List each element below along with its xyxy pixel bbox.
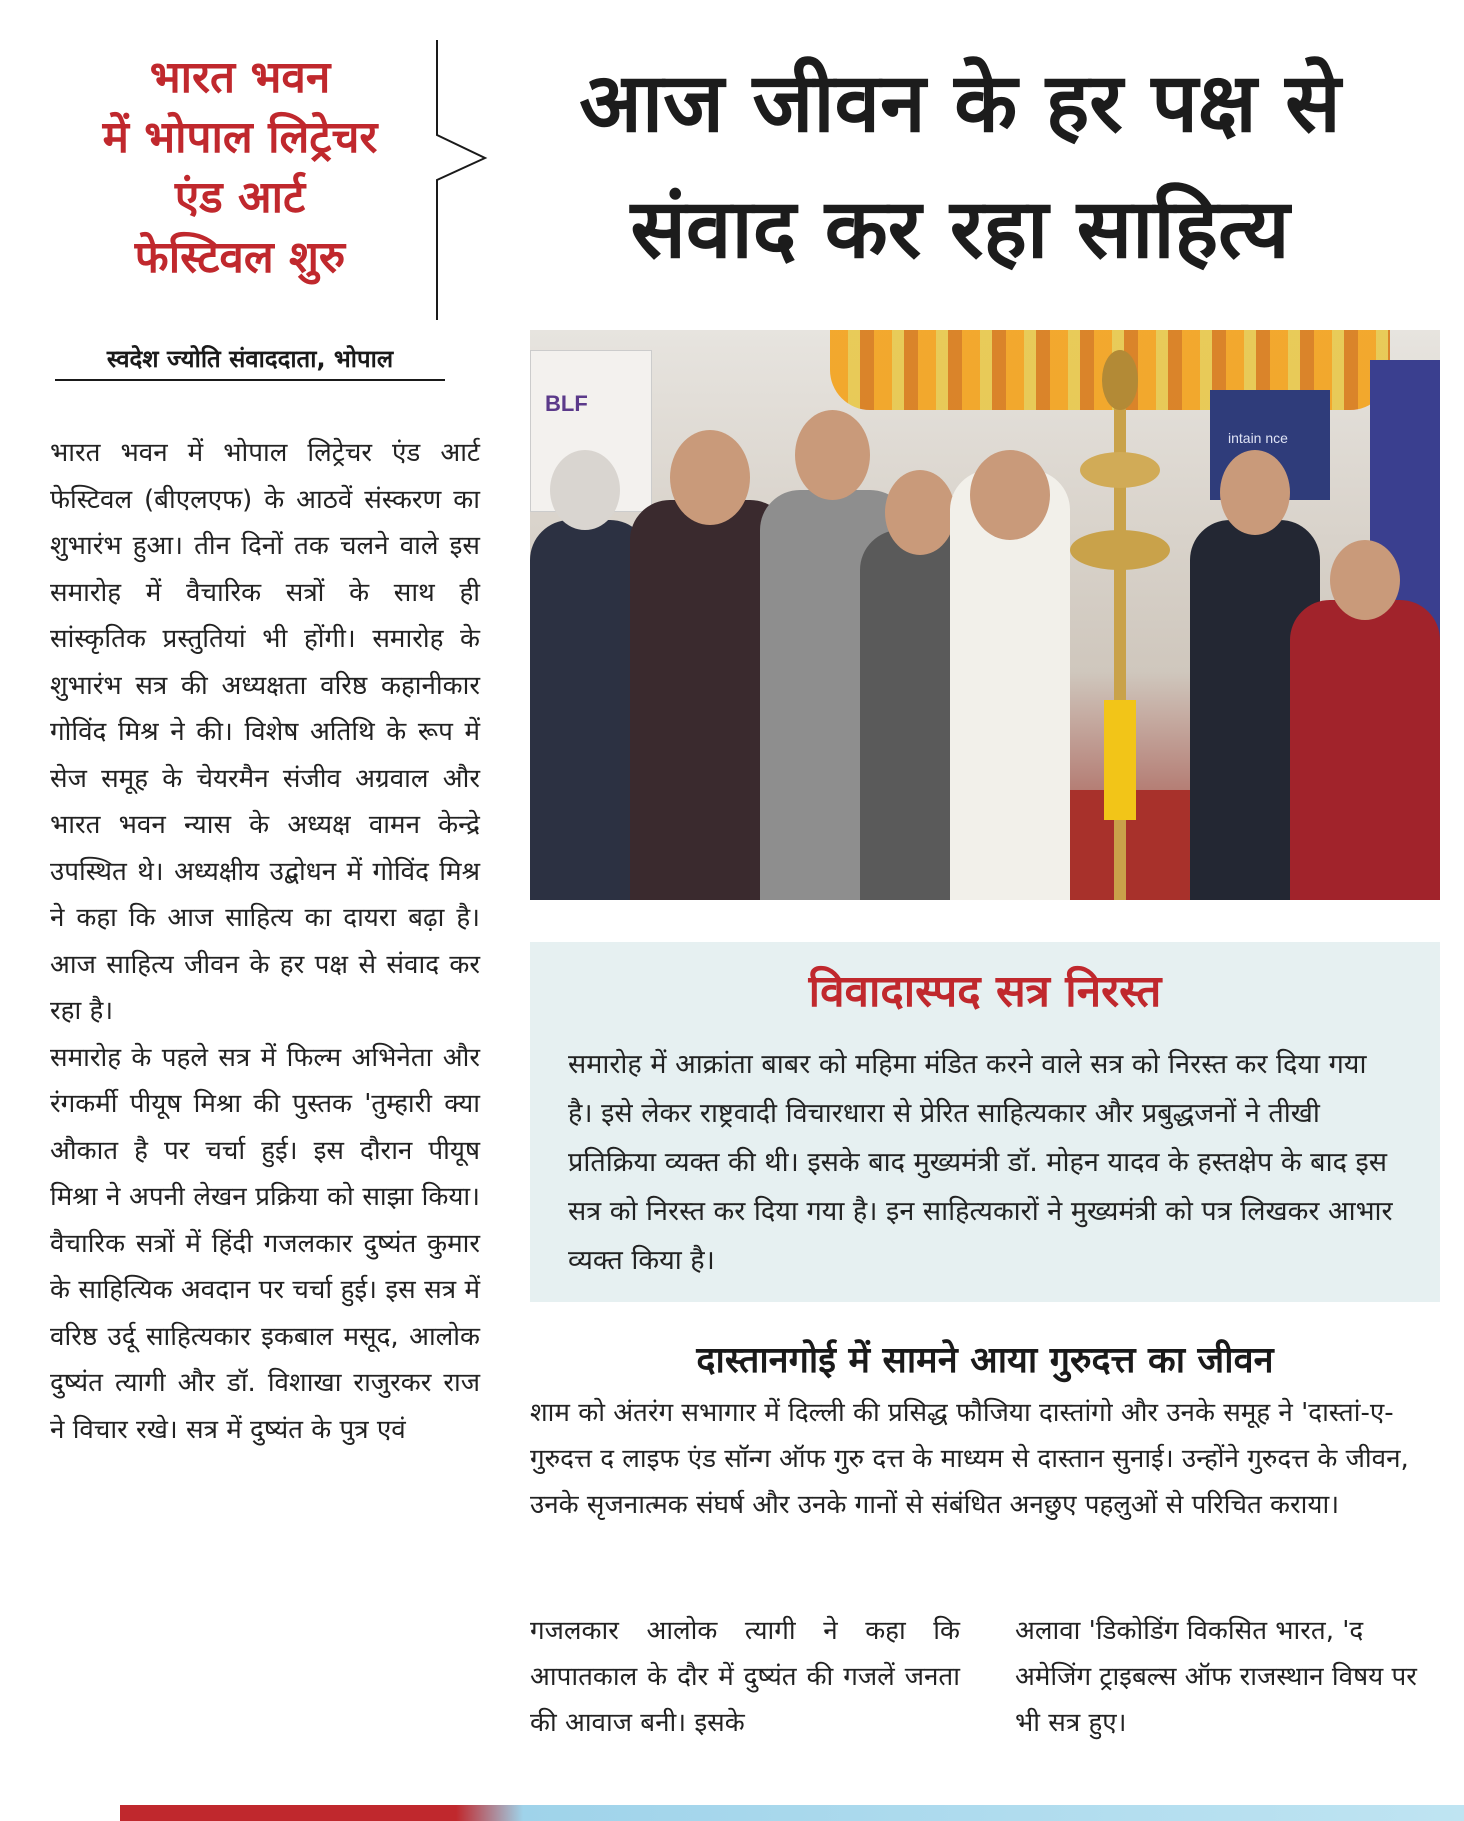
kicker-headline: [40, 48, 440, 288]
main-story-paragraph-2: समारोह के पहले सत्र में फिल्म अभिनेता और रंगकर्मी पीयूष मिश्रा की पुस्तक 'तुम्हारी क्या औकात है पर चर्चा हुई। इस दौरान पीयूष मिश्रा ने अपनी लेखन प्रक्रिया को साझा किया। वैचारिक सत्रों में हिंदी गजलकार दुष्यंत कुमार के साहित्यिक अवदान पर चर्चा हुई। इस सत्र में वरिष्ठ उर्दू साहित्यकार इकबाल मसूद, आलोक दुष्यंत त्यागी और डॉ. विशाखा राजुरकर राज ने विचार रखे। सत्र में दुष्यंत के पुत्र एवं: [50, 1042, 480, 1445]
dastangoi-headline: दास्तानगोई में सामने आया गुरुदत्त का जीवन: [696, 1339, 1274, 1381]
person-7-head: [1330, 540, 1400, 620]
bottom-column-left: गजलकार आलोक त्यागी ने कहा कि आपातकाल के दौर में दुष्यंत की गजलें जनता की आवाज बनी। इसके: [530, 1616, 960, 1738]
byline: स्वदेश ज्योति संवाददाता, भोपाल: [55, 342, 445, 381]
main-headline: [470, 40, 1450, 292]
person-2-head: [670, 430, 750, 525]
kicker-line-3: एंड आर्ट: [174, 172, 306, 223]
person-3-head: [795, 410, 870, 500]
lamp-lighting-photo: [530, 330, 1440, 900]
controversy-box-title: विवादास्पद सत्र निरस्त: [808, 966, 1162, 1017]
person-5-head: [970, 450, 1050, 540]
headline-line-2: संवाद कर रहा साहित्य: [630, 181, 1290, 277]
person-4-head: [885, 470, 955, 555]
headline-line-1: आज जीवन के हर पक्ष से: [579, 55, 1341, 151]
kicker-line-1: भारत भवन: [149, 52, 331, 103]
main-story-column: [50, 430, 480, 1453]
kicker-line-4: फेस्टिवल शुरु: [134, 232, 346, 283]
bottom-column-right: अलावा 'डिकोडिंग विकसित भारत, 'द अमेजिंग ट्राइबल्स ऑफ राजस्थान विषय पर भी सत्र हुए।: [1015, 1616, 1417, 1738]
main-story-paragraph-1: भारत भवन में भोपाल लिट्रेचर एंड आर्ट फेस्टिवल (बीएलएफ) के आठवें संस्करण का शुभारंभ हुआ। तीन दिनों तक चलने वाले इस समारोह में वैचारिक सत्रों के साथ ही सांस्कृतिक प्रस्तुतियां भी होंगी। समारोह के शुभारंभ सत्र की अध्यक्षता वरिष्ठ कहानीकार गोविंद मिश्र ने की। विशेष अतिथि के रूप में सेज समूह के चेयरमैन संजीव अग्रवाल और भारत भवन न्यास के अध्यक्ष वामन केन्द्रे उपस्थित थे। अध्यक्षीय उद्बोधन में गोविंद मिश्र ने कहा कि आज साहित्य का दायरा बढ़ा है। आज साहित्य जीवन के हर पक्ष से संवाद कर रहा है।: [50, 438, 480, 1026]
blf-banner-text: BLF: [545, 391, 588, 416]
person-7: [1290, 600, 1440, 900]
person-6-head: [1220, 450, 1290, 535]
kicker-line-2: में भोपाल लिट्रेचर: [102, 112, 378, 163]
controversy-box-text: समारोह में आक्रांता बाबर को महिमा मंडित करने वाले सत्र को निरस्त कर दिया गया है। इसे लेकर राष्ट्रवादी विचारधारा से प्रेरित साहित्यकार और प्रबुद्धजनों ने तीखी प्रतिक्रिया व्यक्त की थी। इसके बाद मुख्यमंत्री डॉ. मोहन यादव के हस्तक्षेप के बाद इस सत्र को निरस्त कर दिया गया है। इन साहित्यकारों ने मुख्यमंत्री को पत्र लिखकर आभार व्यक्त किया है।: [568, 1049, 1393, 1276]
sign-board-text: intain nce: [1228, 430, 1288, 446]
person-1-head: [550, 450, 620, 530]
brass-lamp: [1070, 340, 1170, 900]
dastangoi-text: शाम को अंतरंग सभागार में दिल्ली की प्रसिद्ध फौजिया दास्तांगो और उनके समूह ने 'दास्तां-ए-गुरुदत्त द लाइफ एंड सॉन्ग ऑफ गुरु दत्त के माध्यम से दास्तान सुनाई। उन्होंने गुरुदत्त के जीवन, उनके सृजनात्मक संघर्ष और उनके गानों से संबंधित अनछुए पहलुओं से परिचित कराया।: [530, 1398, 1409, 1520]
controversy-box: [530, 942, 1440, 1302]
footer-strip: [120, 1805, 1464, 1821]
